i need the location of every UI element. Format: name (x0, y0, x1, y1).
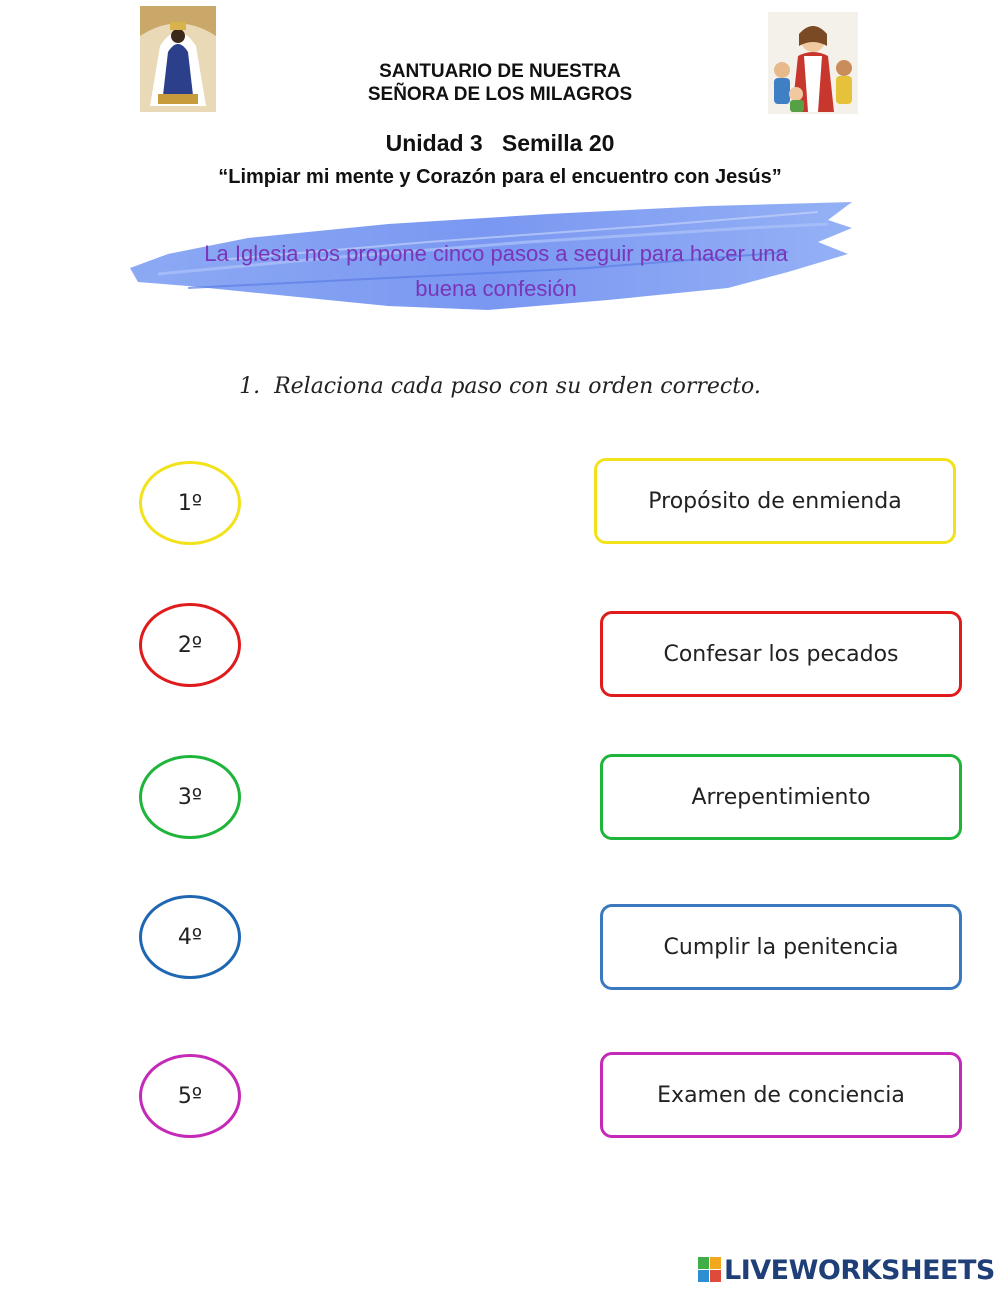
step-proposito-box[interactable] (594, 458, 956, 544)
instruction: 1. Relaciona cada paso con su orden correcto. (239, 374, 761, 399)
order-1-oval[interactable] (139, 461, 241, 545)
order-5-oval[interactable] (139, 1054, 241, 1138)
theme-title: “Limpiar mi mente y Corazón para el encuentro con Jesús” (218, 166, 782, 188)
liveworksheets-logo[interactable] (698, 1254, 995, 1286)
step-penitencia-box[interactable] (600, 904, 962, 990)
order-5-label: 5º (177, 1083, 203, 1109)
step-confesar-label: Confesar los pecados (663, 641, 899, 667)
order-3-oval[interactable] (139, 755, 241, 839)
order-3-label: 3º (177, 784, 203, 810)
liveworksheets-text: LIVEWORKSHEETS (724, 1254, 995, 1286)
order-2-oval[interactable] (139, 603, 241, 687)
order-2-label: 2º (177, 632, 203, 658)
sanctuary-title (0, 60, 1000, 106)
intro-line-2: buena confesión (415, 276, 577, 301)
order-4-oval[interactable] (139, 895, 241, 979)
step-arrepentimiento-label: Arrepentimiento (691, 784, 871, 810)
step-proposito-label: Propósito de enmienda (648, 488, 902, 514)
step-examen-box[interactable] (600, 1052, 962, 1138)
unit-title: Unidad 3 Semilla 20 (385, 130, 615, 156)
step-penitencia-label: Cumplir la penitencia (663, 934, 899, 960)
order-1-label: 1º (177, 490, 203, 516)
liveworksheets-icon (698, 1257, 722, 1283)
order-4-label: 4º (177, 924, 203, 950)
sanctuary-line-1: SANTUARIO DE NUESTRA (379, 61, 621, 82)
step-arrepentimiento-box[interactable] (600, 754, 962, 840)
step-confesar-box[interactable] (600, 611, 962, 697)
intro-line-1: La Iglesia nos propone cinco pasos a seguir para hacer una (204, 241, 788, 266)
sanctuary-line-2: SEÑORA DE LOS MILAGROS (367, 84, 633, 105)
step-examen-label: Examen de conciencia (657, 1082, 905, 1108)
intro-text (140, 236, 852, 306)
